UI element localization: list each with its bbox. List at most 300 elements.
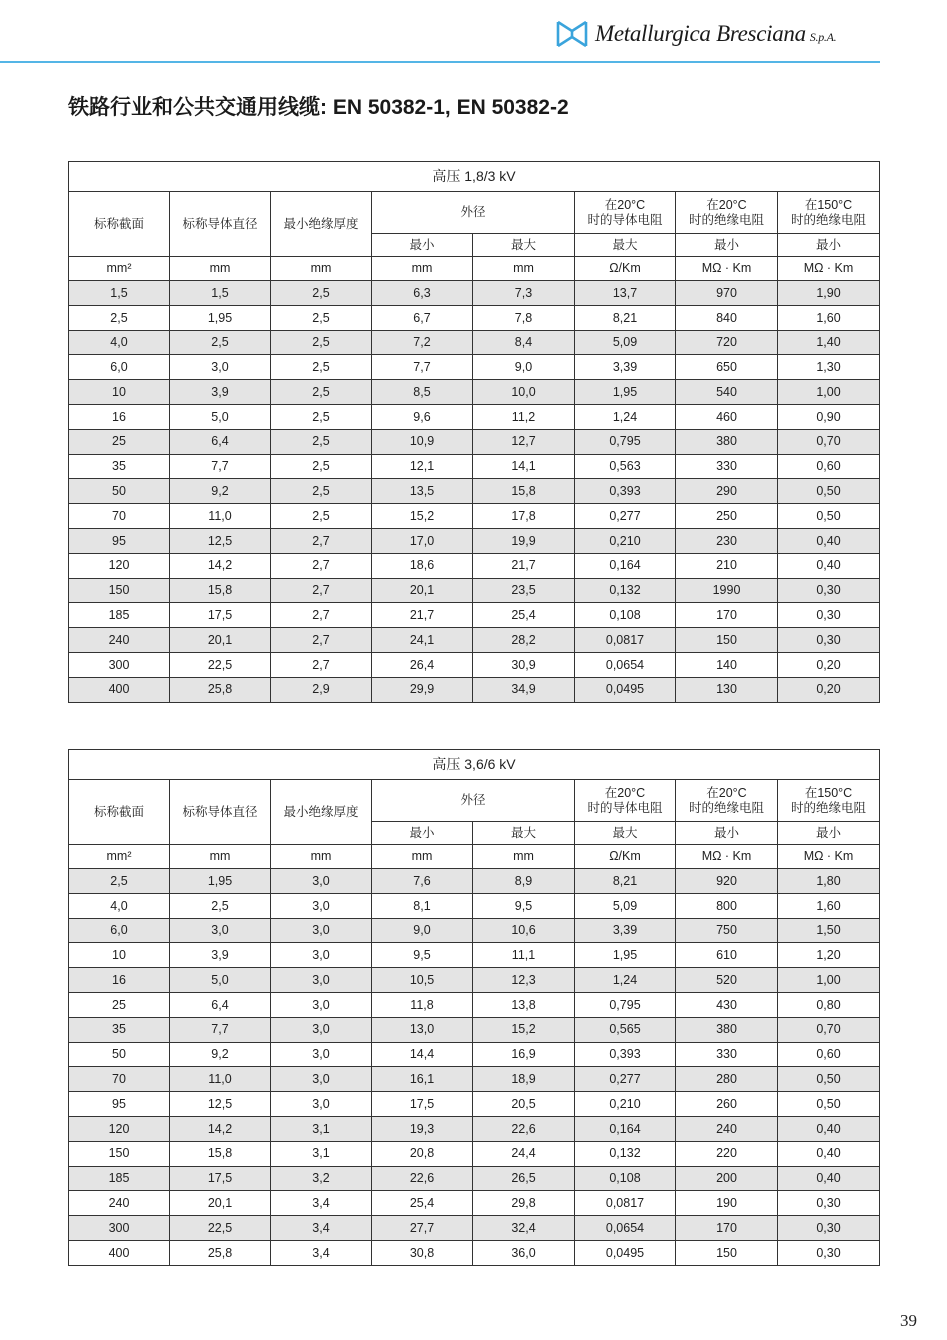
table-row [69, 869, 880, 894]
table-cell: 0,60 [778, 1042, 880, 1067]
table-cell: 0,30 [778, 1240, 880, 1265]
table-cell: 280 [676, 1067, 778, 1092]
table-cell: 970 [676, 281, 778, 306]
table-cell: 32,4 [473, 1216, 575, 1241]
brand-suffix: S.p.A. [809, 30, 837, 44]
col-subheader-min: 最小 [372, 234, 473, 257]
table-cell: 11,1 [473, 943, 575, 968]
col-header-outer-diameter: 外径 [372, 192, 575, 234]
table-cell: 16,9 [473, 1042, 575, 1067]
table-cell: 0,50 [778, 1092, 880, 1117]
table-cell: 25,4 [473, 603, 575, 628]
table-cell: 170 [676, 603, 778, 628]
table-cell: 170 [676, 1216, 778, 1241]
table-cell: 520 [676, 968, 778, 993]
table-cell: 19,9 [473, 528, 575, 553]
unit-cell: mm [170, 257, 271, 281]
table-cell: 6,4 [170, 429, 271, 454]
table-cell: 920 [676, 869, 778, 894]
table-cell: 3,0 [170, 355, 271, 380]
table-cell: 8,9 [473, 869, 575, 894]
table-cell: 0,30 [778, 578, 880, 603]
table-cell: 1,50 [778, 918, 880, 943]
table-cell: 28,2 [473, 628, 575, 653]
table-row [69, 1166, 880, 1191]
table-cell: 0,90 [778, 404, 880, 429]
table-cell: 15,8 [473, 479, 575, 504]
unit-cell: mm [271, 845, 372, 869]
table-title: 高压 1,8/3 kV [69, 162, 880, 192]
table-cell: 7,7 [170, 1017, 271, 1042]
table-cell: 14,4 [372, 1042, 473, 1067]
table-cell: 22,6 [372, 1166, 473, 1191]
table-cell: 15,8 [170, 578, 271, 603]
table-cell: 3,4 [271, 1216, 372, 1241]
table-cell: 22,6 [473, 1116, 575, 1141]
table-cell: 25 [69, 992, 170, 1017]
table-cell: 290 [676, 479, 778, 504]
col-header-nominal-section: 标称截面 [69, 192, 170, 257]
table-cell: 10,9 [372, 429, 473, 454]
table-cell: 10,5 [372, 968, 473, 993]
table-cell: 6,3 [372, 281, 473, 306]
table-cell: 185 [69, 603, 170, 628]
table-row [69, 1116, 880, 1141]
col-subheader-min: 最小 [676, 822, 778, 845]
table-cell: 2,5 [271, 454, 372, 479]
table-cell: 20,1 [372, 578, 473, 603]
table-cell: 17,5 [170, 603, 271, 628]
table-cell: 14,2 [170, 553, 271, 578]
table-cell: 300 [69, 652, 170, 677]
unit-cell: Ω/Km [575, 845, 676, 869]
col-header-insulation-resistance-20: 在20°C 时的绝缘电阻 [676, 192, 778, 234]
table-cell: 12,5 [170, 528, 271, 553]
table-cell: 0,795 [575, 992, 676, 1017]
table-cell: 7,2 [372, 330, 473, 355]
table-cell: 250 [676, 504, 778, 529]
table-cell: 120 [69, 1116, 170, 1141]
table-row [69, 1042, 880, 1067]
table-cell: 14,1 [473, 454, 575, 479]
table-body [69, 281, 880, 703]
table-cell: 400 [69, 1240, 170, 1265]
col-header-insulation-resistance-150: 在150°C 时的绝缘电阻 [778, 192, 880, 234]
table-cell: 11,0 [170, 1067, 271, 1092]
table-cell: 1990 [676, 578, 778, 603]
table-cell: 10 [69, 380, 170, 405]
table-cell: 7,3 [473, 281, 575, 306]
table-cell: 3,0 [271, 943, 372, 968]
table-cell: 95 [69, 528, 170, 553]
table-row [69, 504, 880, 529]
table-cell: 3,0 [271, 918, 372, 943]
col-header-conductor-resistance: 在20°C 时的导体电阻 [575, 780, 676, 822]
table-cell: 10,6 [473, 918, 575, 943]
spec-table-2 [68, 749, 880, 1266]
table-cell: 17,5 [372, 1092, 473, 1117]
table-cell: 8,5 [372, 380, 473, 405]
units-row [69, 257, 880, 281]
table-cell: 2,7 [271, 578, 372, 603]
table-cell: 2,5 [271, 380, 372, 405]
table-row [69, 380, 880, 405]
table-cell: 2,9 [271, 677, 372, 702]
table-cell: 20,1 [170, 628, 271, 653]
header-divider [0, 61, 880, 63]
unit-cell: mm [473, 845, 575, 869]
table-cell: 0,277 [575, 1067, 676, 1092]
table-cell: 610 [676, 943, 778, 968]
table-cell: 380 [676, 429, 778, 454]
table-cell: 0,132 [575, 578, 676, 603]
table-cell: 3,0 [271, 1092, 372, 1117]
table-cell: 9,5 [473, 893, 575, 918]
table-cell: 6,0 [69, 918, 170, 943]
table-cell: 95 [69, 1092, 170, 1117]
table-cell: 0,30 [778, 1191, 880, 1216]
table-cell: 1,95 [575, 380, 676, 405]
table-cell: 5,0 [170, 968, 271, 993]
table-cell: 140 [676, 652, 778, 677]
table-row [69, 479, 880, 504]
table-cell: 29,8 [473, 1191, 575, 1216]
col-header-nominal-section: 标称截面 [69, 780, 170, 845]
unit-cell: mm² [69, 845, 170, 869]
table-cell: 230 [676, 528, 778, 553]
table-cell: 150 [676, 1240, 778, 1265]
table-cell: 3,9 [170, 943, 271, 968]
table-cell: 9,2 [170, 479, 271, 504]
table-cell: 14,2 [170, 1116, 271, 1141]
table-cell: 3,1 [271, 1116, 372, 1141]
table-row [69, 330, 880, 355]
table-row [69, 968, 880, 993]
table-row [69, 281, 880, 306]
table-cell: 840 [676, 305, 778, 330]
table-cell: 0,50 [778, 479, 880, 504]
table-row [69, 528, 880, 553]
table-cell: 0,795 [575, 429, 676, 454]
table-cell: 1,80 [778, 869, 880, 894]
table-cell: 240 [69, 1191, 170, 1216]
table-row [69, 1240, 880, 1265]
table-cell: 16 [69, 404, 170, 429]
table-cell: 240 [69, 628, 170, 653]
col-header-insulation-resistance-150: 在150°C 时的绝缘电阻 [778, 780, 880, 822]
table-cell: 34,9 [473, 677, 575, 702]
table-cell: 5,09 [575, 893, 676, 918]
table-cell: 9,0 [372, 918, 473, 943]
table-cell: 26,5 [473, 1166, 575, 1191]
table-cell: 2,5 [170, 893, 271, 918]
table-cell: 18,6 [372, 553, 473, 578]
table-cell: 0,30 [778, 628, 880, 653]
table-cell: 1,90 [778, 281, 880, 306]
unit-cell: MΩ · Km [778, 845, 880, 869]
table-cell: 0,50 [778, 1067, 880, 1092]
col-subheader-min: 最小 [372, 822, 473, 845]
table-cell: 11,2 [473, 404, 575, 429]
table-cell: 0,132 [575, 1141, 676, 1166]
table-cell: 10 [69, 943, 170, 968]
table-cell: 1,5 [170, 281, 271, 306]
col-header-conductor-diameter: 标称导体直径 [170, 192, 271, 257]
table-cell: 9,2 [170, 1042, 271, 1067]
table-cell: 36,0 [473, 1240, 575, 1265]
table-cell: 800 [676, 893, 778, 918]
table-cell: 460 [676, 404, 778, 429]
table-cell: 2,7 [271, 603, 372, 628]
spec-table-1 [68, 161, 880, 703]
table-cell: 330 [676, 1042, 778, 1067]
table-cell: 185 [69, 1166, 170, 1191]
col-subheader-max: 最大 [473, 234, 575, 257]
table-cell: 3,0 [271, 1042, 372, 1067]
table-cell: 8,21 [575, 305, 676, 330]
table-row [69, 677, 880, 702]
table-cell: 1,60 [778, 305, 880, 330]
table-cell: 3,0 [271, 992, 372, 1017]
table-cell: 13,0 [372, 1017, 473, 1042]
table-cell: 3,39 [575, 355, 676, 380]
table-row [69, 918, 880, 943]
table-cell: 0,80 [778, 992, 880, 1017]
table-cell: 8,1 [372, 893, 473, 918]
table-cell: 2,5 [271, 355, 372, 380]
table-cell: 2,5 [271, 305, 372, 330]
unit-cell: MΩ · Km [676, 257, 778, 281]
table-cell: 18,9 [473, 1067, 575, 1092]
table-cell: 0,40 [778, 553, 880, 578]
metallurgica-bresciana-logo-icon [555, 17, 589, 51]
table-cell: 1,00 [778, 380, 880, 405]
table-cell: 3,0 [271, 968, 372, 993]
table-cell: 35 [69, 454, 170, 479]
table-cell: 6,7 [372, 305, 473, 330]
table-cell: 6,0 [69, 355, 170, 380]
table-row [69, 1141, 880, 1166]
col-subheader-max: 最大 [575, 822, 676, 845]
table-cell: 2,5 [271, 281, 372, 306]
table-cell: 0,0654 [575, 652, 676, 677]
table-cell: 2,5 [271, 429, 372, 454]
table-cell: 300 [69, 1216, 170, 1241]
table-row [69, 1067, 880, 1092]
table-cell: 1,95 [170, 869, 271, 894]
table-cell: 8,21 [575, 869, 676, 894]
table-cell: 2,5 [271, 479, 372, 504]
table-cell: 50 [69, 479, 170, 504]
table-row [69, 454, 880, 479]
table-cell: 3,1 [271, 1141, 372, 1166]
table-cell: 7,7 [372, 355, 473, 380]
table-cell: 0,30 [778, 1216, 880, 1241]
table-cell: 15,2 [473, 1017, 575, 1042]
table-cell: 10,0 [473, 380, 575, 405]
table-cell: 200 [676, 1166, 778, 1191]
table-cell: 2,5 [271, 404, 372, 429]
table-row [69, 992, 880, 1017]
table-cell: 11,8 [372, 992, 473, 1017]
table-title: 高压 3,6/6 kV [69, 750, 880, 780]
table-cell: 0,210 [575, 1092, 676, 1117]
table-row [69, 404, 880, 429]
table-cell: 12,7 [473, 429, 575, 454]
table-cell: 0,164 [575, 1116, 676, 1141]
table-cell: 0,108 [575, 603, 676, 628]
col-header-conductor-resistance: 在20°C 时的导体电阻 [575, 192, 676, 234]
page-number: 39 [900, 1311, 917, 1330]
table-row [69, 1017, 880, 1042]
table-cell: 0,40 [778, 528, 880, 553]
table-cell: 3,0 [271, 1017, 372, 1042]
table-cell: 4,0 [69, 330, 170, 355]
table-cell: 1,40 [778, 330, 880, 355]
table-cell: 12,1 [372, 454, 473, 479]
table-cell: 260 [676, 1092, 778, 1117]
table-cell: 12,5 [170, 1092, 271, 1117]
table-cell: 2,5 [170, 330, 271, 355]
unit-cell: Ω/Km [575, 257, 676, 281]
table-cell: 11,0 [170, 504, 271, 529]
table-cell: 750 [676, 918, 778, 943]
table-cell: 7,7 [170, 454, 271, 479]
table-cell: 2,5 [69, 305, 170, 330]
table-cell: 16 [69, 968, 170, 993]
table-cell: 220 [676, 1141, 778, 1166]
table-row [69, 305, 880, 330]
table-cell: 20,8 [372, 1141, 473, 1166]
table-cell: 0,60 [778, 454, 880, 479]
unit-cell: mm [372, 257, 473, 281]
table-cell: 540 [676, 380, 778, 405]
table-cell: 17,8 [473, 504, 575, 529]
table-row [69, 603, 880, 628]
table-cell: 3,0 [170, 918, 271, 943]
table-cell: 30,8 [372, 1240, 473, 1265]
table-cell: 23,5 [473, 578, 575, 603]
table-cell: 130 [676, 677, 778, 702]
table-cell: 0,393 [575, 1042, 676, 1067]
table-cell: 3,4 [271, 1240, 372, 1265]
table-cell: 24,4 [473, 1141, 575, 1166]
table-row [69, 578, 880, 603]
table-cell: 0,50 [778, 504, 880, 529]
table-cell: 35 [69, 1017, 170, 1042]
table-cell: 0,40 [778, 1166, 880, 1191]
table-cell: 150 [69, 1141, 170, 1166]
table-cell: 3,0 [271, 1067, 372, 1092]
table-cell: 1,24 [575, 968, 676, 993]
table-cell: 650 [676, 355, 778, 380]
table-cell: 0,277 [575, 504, 676, 529]
table-cell: 330 [676, 454, 778, 479]
table-cell: 30,9 [473, 652, 575, 677]
table-cell: 0,20 [778, 652, 880, 677]
table-cell: 25 [69, 429, 170, 454]
table-cell: 3,4 [271, 1191, 372, 1216]
table-cell: 13,8 [473, 992, 575, 1017]
table-cell: 0,20 [778, 677, 880, 702]
table-row [69, 1191, 880, 1216]
table-cell: 0,393 [575, 479, 676, 504]
table-cell: 150 [676, 628, 778, 653]
table-cell: 0,164 [575, 553, 676, 578]
table-cell: 190 [676, 1191, 778, 1216]
table-cell: 380 [676, 1017, 778, 1042]
table-cell: 16,1 [372, 1067, 473, 1092]
table-cell: 5,0 [170, 404, 271, 429]
table-cell: 0,30 [778, 603, 880, 628]
table-cell: 3,2 [271, 1166, 372, 1191]
table-cell: 17,0 [372, 528, 473, 553]
table-row [69, 355, 880, 380]
table-row [69, 1216, 880, 1241]
table-cell: 1,60 [778, 893, 880, 918]
table-row [69, 652, 880, 677]
table-cell: 0,210 [575, 528, 676, 553]
table-row [69, 943, 880, 968]
table-cell: 25,4 [372, 1191, 473, 1216]
table-body [69, 869, 880, 1266]
table-cell: 0,40 [778, 1141, 880, 1166]
table-cell: 0,565 [575, 1017, 676, 1042]
unit-cell: MΩ · Km [778, 257, 880, 281]
table-cell: 720 [676, 330, 778, 355]
page-title: 铁路行业和公共交通用线缆: EN 50382-1, EN 50382-2 [68, 96, 569, 119]
table-cell: 21,7 [473, 553, 575, 578]
table-cell: 25,8 [170, 1240, 271, 1265]
table-cell: 19,3 [372, 1116, 473, 1141]
table-cell: 0,0495 [575, 677, 676, 702]
table-cell: 1,30 [778, 355, 880, 380]
table-cell: 22,5 [170, 652, 271, 677]
table-cell: 3,0 [271, 869, 372, 894]
table-cell: 1,00 [778, 968, 880, 993]
col-header-conductor-diameter: 标称导体直径 [170, 780, 271, 845]
table-cell: 3,0 [271, 893, 372, 918]
table-cell: 70 [69, 504, 170, 529]
table-cell: 2,5 [271, 330, 372, 355]
table-row [69, 429, 880, 454]
table-cell: 0,563 [575, 454, 676, 479]
table-cell: 150 [69, 578, 170, 603]
table-cell: 430 [676, 992, 778, 1017]
table-cell: 0,0817 [575, 1191, 676, 1216]
unit-cell: mm [372, 845, 473, 869]
table-cell: 20,1 [170, 1191, 271, 1216]
table-cell: 400 [69, 677, 170, 702]
table-cell: 50 [69, 1042, 170, 1067]
table-cell: 1,24 [575, 404, 676, 429]
table-cell: 70 [69, 1067, 170, 1092]
col-header-min-insulation: 最小绝缘厚度 [271, 780, 372, 845]
col-header-outer-diameter: 外径 [372, 780, 575, 822]
table-cell: 26,4 [372, 652, 473, 677]
table-cell: 24,1 [372, 628, 473, 653]
table-cell: 9,0 [473, 355, 575, 380]
table-cell: 2,7 [271, 528, 372, 553]
table-cell: 17,5 [170, 1166, 271, 1191]
table-cell: 1,20 [778, 943, 880, 968]
col-subheader-min: 最小 [778, 234, 880, 257]
table-cell: 0,0654 [575, 1216, 676, 1241]
table-row [69, 628, 880, 653]
units-row [69, 845, 880, 869]
table-cell: 7,8 [473, 305, 575, 330]
table-cell: 0,40 [778, 1116, 880, 1141]
